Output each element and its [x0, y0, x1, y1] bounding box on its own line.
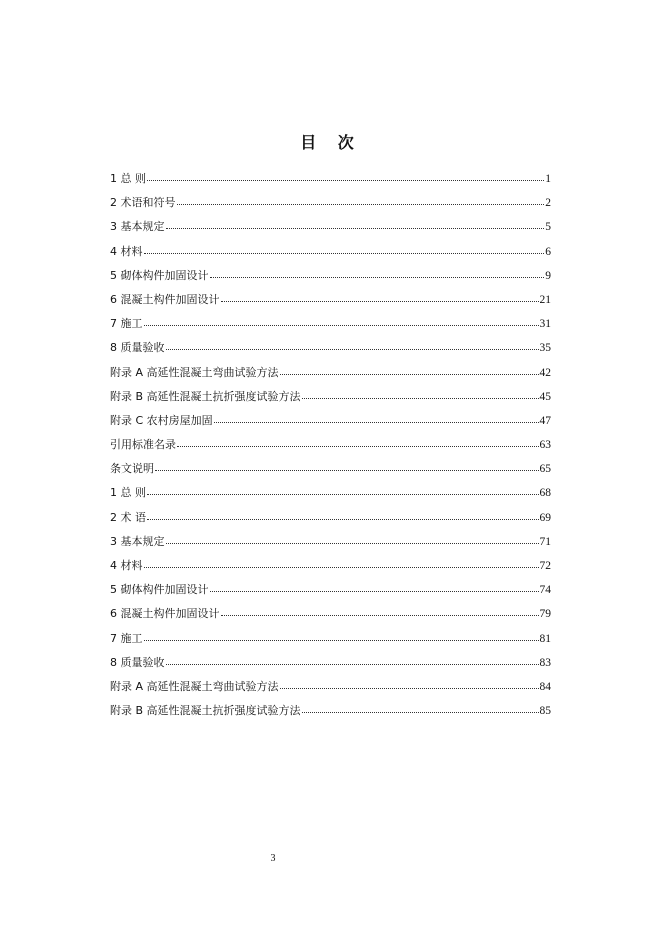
toc-entry[interactable]	[110, 629, 551, 653]
toc-entry-page: 21	[539, 293, 551, 306]
toc-entry-label: 2 术语和符号	[110, 196, 176, 210]
dot-leader	[144, 632, 539, 641]
toc-entry[interactable]	[110, 580, 551, 604]
dot-leader	[147, 172, 544, 181]
toc-entry-page: 79	[539, 608, 551, 621]
toc-entry-page: 84	[539, 680, 551, 693]
toc-entry-page: 81	[539, 632, 551, 645]
dot-leader	[302, 704, 539, 713]
toc-entry-page: 63	[539, 439, 551, 452]
toc-entry-page: 35	[539, 342, 551, 355]
toc-entry[interactable]	[110, 217, 551, 241]
toc-entry-label: 5 砌体构件加固设计	[110, 268, 209, 282]
toc-entry[interactable]	[110, 314, 551, 338]
toc-entry[interactable]	[110, 387, 551, 411]
toc-entry[interactable]	[110, 556, 551, 580]
toc-entry-label: 附录 A 高延性混凝土弯曲试验方法	[110, 679, 279, 693]
dot-leader	[177, 438, 539, 447]
toc-entry-label: 6 混凝土构件加固设计	[110, 292, 220, 306]
dot-leader	[177, 196, 545, 205]
dot-leader	[144, 317, 539, 326]
toc-entry-label: 4 材料	[110, 244, 143, 258]
toc-entry-page: 9	[545, 269, 551, 282]
toc-entry-page: 47	[539, 414, 551, 427]
toc-entry-page: 65	[539, 463, 551, 476]
dot-leader	[210, 269, 545, 278]
dot-leader	[155, 462, 539, 471]
toc-entry-page: 2	[545, 197, 551, 210]
toc-entry[interactable]	[110, 242, 551, 266]
toc-entry-label: 条文说明	[110, 462, 154, 476]
toc-entry-label: 1 总 则	[110, 486, 146, 500]
toc-entry[interactable]	[110, 435, 551, 459]
dot-leader	[144, 559, 539, 568]
dot-leader	[166, 535, 539, 544]
dot-leader	[280, 366, 539, 375]
dot-leader	[147, 486, 539, 495]
toc-entry-page: 74	[539, 584, 551, 597]
toc-entry-label: 3 基本规定	[110, 534, 165, 548]
dot-leader	[302, 390, 539, 399]
toc-entry-page: 85	[539, 705, 551, 718]
toc-entry[interactable]	[110, 193, 551, 217]
toc-entry-label: 附录 A 高延性混凝土弯曲试验方法	[110, 365, 279, 379]
toc-entry-page: 69	[539, 511, 551, 524]
dot-leader	[221, 293, 539, 302]
dot-leader	[210, 583, 539, 592]
toc-entry-label: 附录 B 高延性混凝土抗折强度试验方法	[110, 389, 301, 403]
toc-entry-page: 1	[545, 173, 551, 185]
dot-leader	[166, 341, 539, 350]
toc-entry[interactable]	[110, 483, 551, 507]
toc-entry-label: 附录 C 农村房屋加固	[110, 413, 213, 427]
toc-entry[interactable]	[110, 701, 551, 725]
toc-entry-label: 4 材料	[110, 559, 143, 572]
toc-entry[interactable]	[110, 604, 551, 628]
toc-entry[interactable]	[110, 363, 551, 387]
toc-entry[interactable]	[110, 266, 551, 290]
toc-entry-page: 5	[545, 221, 551, 234]
toc-entry[interactable]	[110, 290, 551, 314]
toc-entry[interactable]	[110, 677, 551, 701]
toc-entry[interactable]	[110, 338, 551, 362]
toc-entry[interactable]	[110, 508, 551, 532]
toc-entry-page: 45	[539, 390, 551, 403]
toc-entry-label: 7 施工	[110, 317, 143, 331]
toc-entry-label: 6 混凝土构件加固设计	[110, 607, 220, 621]
toc-entry-label: 8 质量验收	[110, 655, 165, 669]
page-number: 3	[270, 853, 276, 864]
dot-leader	[166, 656, 539, 665]
toc-entry-page: 68	[539, 487, 551, 500]
toc-entry-label: 引用标准名录	[110, 438, 176, 452]
toc-entry[interactable]	[110, 532, 551, 556]
toc-entry-page: 71	[539, 535, 551, 548]
toc-entry-page: 72	[539, 560, 551, 572]
dot-leader	[166, 220, 545, 229]
page-title: 目 次	[300, 133, 362, 152]
toc-entry-label: 7 施工	[110, 631, 143, 645]
toc-entry-page: 83	[539, 656, 551, 669]
toc-entry-label: 8 质量验收	[110, 341, 165, 355]
dot-leader	[214, 414, 539, 423]
toc-entry-label: 2 术 语	[110, 510, 146, 524]
dot-leader	[280, 680, 539, 689]
dot-leader	[221, 607, 539, 616]
toc-entry[interactable]	[110, 653, 551, 677]
toc-entry-label: 5 砌体构件加固设计	[110, 583, 209, 597]
toc-entry[interactable]	[110, 169, 551, 193]
toc-entry-label: 3 基本规定	[110, 220, 165, 234]
toc-entry[interactable]	[110, 459, 551, 483]
dot-leader	[147, 511, 539, 520]
toc-entry-label: 附录 B 高延性混凝土抗折强度试验方法	[110, 704, 301, 718]
toc-entry-page: 31	[539, 318, 551, 331]
table-of-contents	[110, 169, 551, 725]
toc-entry[interactable]	[110, 411, 551, 435]
toc-entry-page: 42	[539, 366, 551, 379]
toc-entry-page: 6	[545, 245, 551, 258]
dot-leader	[144, 245, 545, 254]
toc-entry-label: 1 总 则	[110, 172, 146, 185]
